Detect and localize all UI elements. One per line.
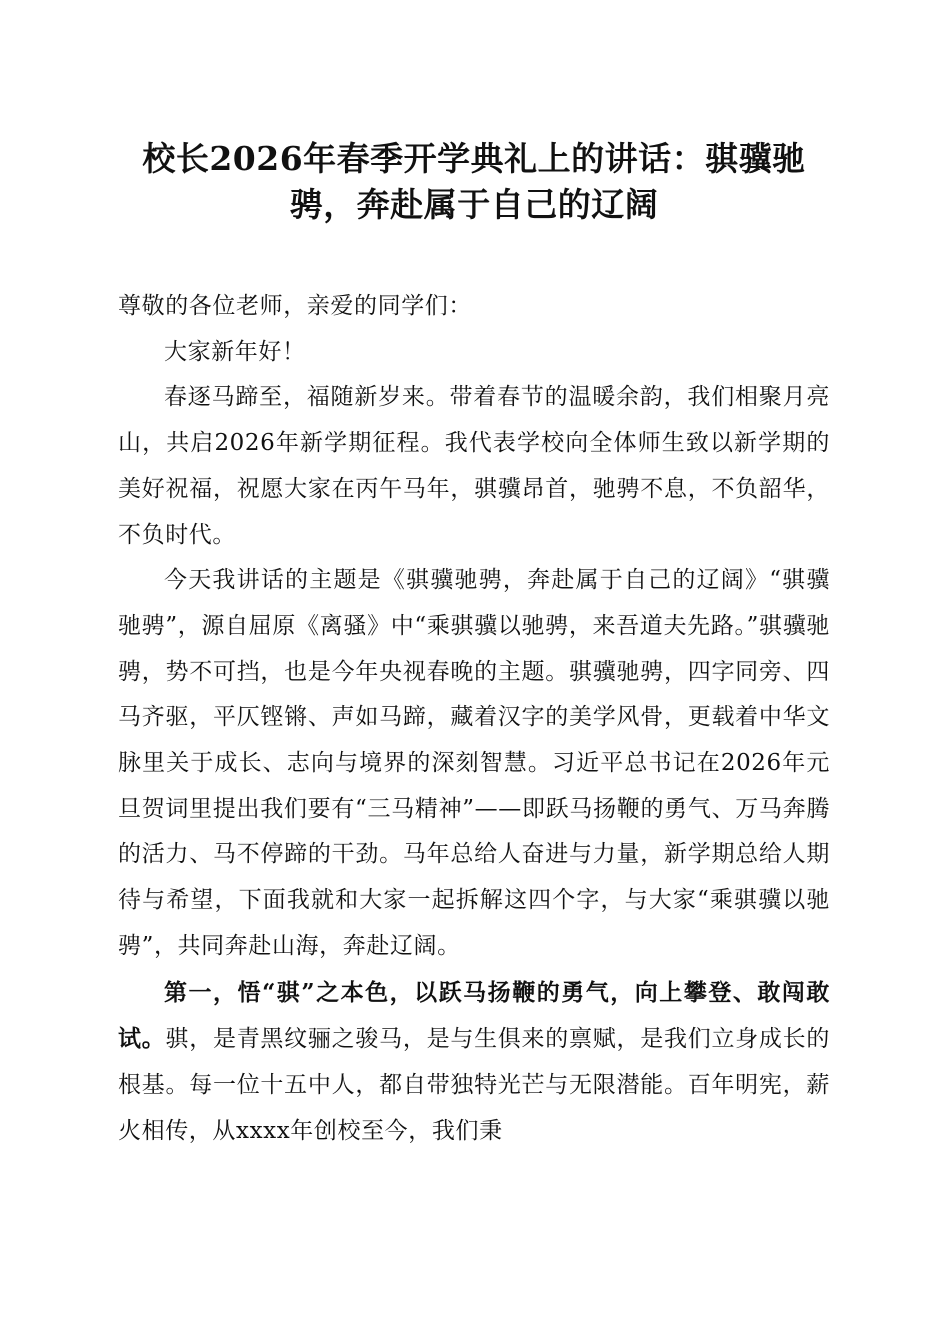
document-title: 校长2026年春季开学典礼上的讲话：骐骥驰骋，奔赴属于自己的辽阔 [142, 139, 806, 224]
paragraph-greeting: 大家新年好！ [164, 338, 306, 365]
section-one-heading: 第一，悟“骐”之本色，以跃马扬鞭的勇气，向上攀登、敢闯敢试。 [118, 978, 830, 1053]
document-body [118, 284, 830, 1154]
salutation: 尊敬的各位老师，亲爱的同学们： [118, 293, 472, 319]
paragraph-section-one [118, 970, 830, 1155]
section-one-text: 骐，是青黑纹骊之骏马，是与生俱来的禀赋，是我们立身成长的根基。每一位十五中人，都自带独特光芒与无限潜能。百年明宪，薪火相传，从xxxx年创校至今，我们秉 [118, 1026, 830, 1144]
paragraph-opening: 春逐马蹄至，福随新岁来。带着春节的温暖余韵，我们相聚月亮山，共启2026年新学期征程。我代表学校向全体师生致以新学期的美好祝福，祝愿大家在丙午马年，骐骥昂首，驰骋不息，不负韶华，不负时代。 [118, 384, 830, 548]
paragraph-theme: 今天我讲话的主题是《骐骥驰骋，奔赴属于自己的辽阔》“骐骥驰骋”，源自屈原《离骚》中“乘骐骥以驰骋，来吾道夫先路。”骐骥驰骋，势不可挡，也是今年央视春晚的主题。骐骥驰骋，四字同旁、四马齐驱，平仄铿锵、声如马蹄，藏着汉字的美学风骨，更载着中华文脉里关于成长、志向与境界的深刻智慧。习近平总书记在2026年元旦贺词里提出我们要有“三马精神”——即跃马扬鞭的勇气、万马奔腾的活力、马不停蹄的干劲。马年总给人奋进与力量，新学期总给人期待与希望，下面我就和大家一起拆解这四个字，与大家“乘骐骥以驰骋”，共同奔赴山海，奔赴辽阔。 [118, 567, 830, 959]
